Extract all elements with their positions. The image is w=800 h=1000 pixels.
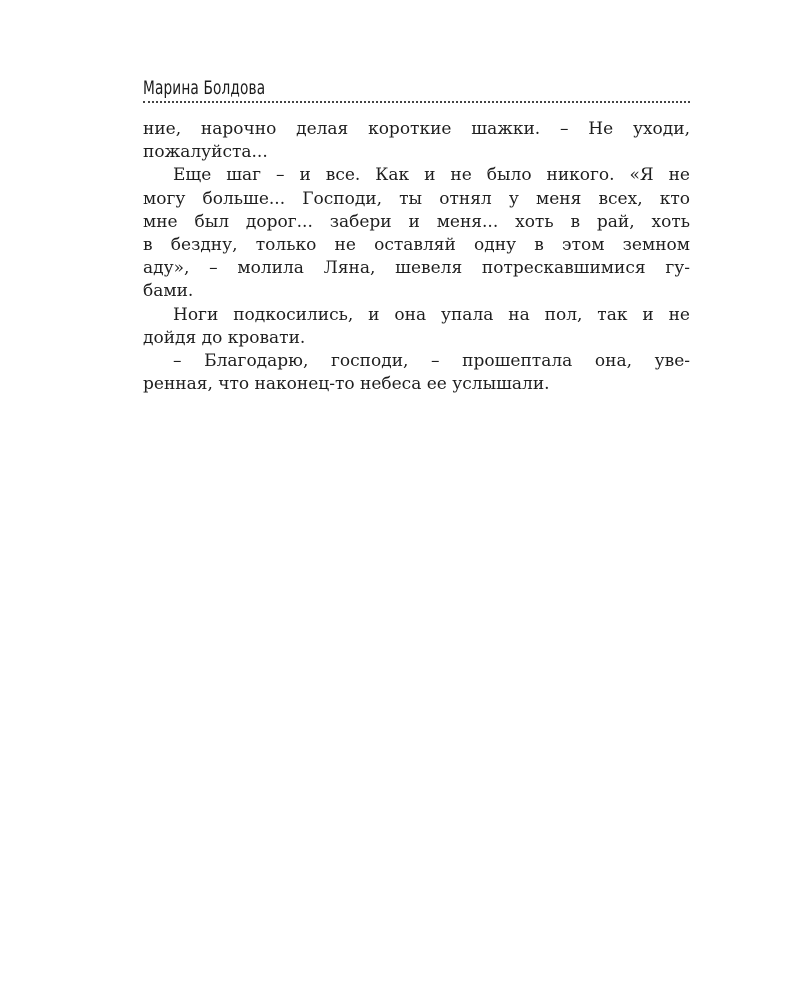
- text-line: могу больше... Господи, ты отнял у меня всех, кто: [143, 188, 690, 209]
- text-line: дойдя до кровати.: [143, 327, 306, 348]
- text-line: аду», – молила Ляна, шевеля потрескавшимися гу-: [143, 258, 690, 279]
- running-head: [143, 73, 690, 103]
- text-line: ренная, что наконец-то небеса ее услышали.: [143, 374, 550, 395]
- text-line: пожалуйста...: [143, 142, 268, 163]
- author-name: Марина Болдова: [143, 77, 266, 99]
- text-line: ние, нарочно делая короткие шажки. – Не уходи,: [143, 119, 690, 139]
- text-line: бами.: [143, 281, 194, 302]
- text-line: – Благодарю, господи, – прошептала она, уве-: [173, 350, 690, 371]
- text-line: Ноги подкосились, и она упала на пол, так и не: [173, 304, 690, 325]
- text-line: мне был дорог... забери и меня... хоть в рай, хоть: [143, 211, 690, 232]
- body-text: [143, 118, 690, 396]
- text-line: Еще шаг – и все. Как и не было никого. «Я не: [173, 165, 690, 186]
- text-line: в бездну, только не оставляй одну в этом земном: [143, 234, 690, 255]
